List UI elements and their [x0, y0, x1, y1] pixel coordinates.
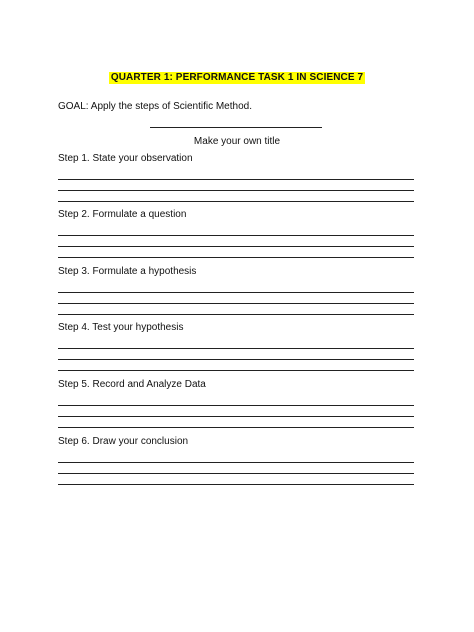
answer-line	[58, 427, 414, 428]
step-label: Step 5. Record and Analyze Data	[58, 379, 206, 390]
answer-line	[58, 462, 414, 463]
answer-line	[58, 405, 414, 406]
answer-line	[58, 359, 414, 360]
answer-line	[58, 473, 414, 474]
step-6	[58, 436, 418, 448]
answer-line	[58, 348, 414, 349]
answer-line	[58, 246, 414, 247]
title-container	[0, 67, 474, 85]
step-label: Step 6. Draw your conclusion	[58, 436, 189, 447]
answer-line	[58, 292, 414, 293]
step-label: Step 3. Formulate a hypothesis	[58, 266, 197, 277]
step-label: Step 2. Formulate a question	[58, 209, 187, 220]
step-5	[58, 379, 418, 391]
answer-line	[58, 201, 414, 202]
answer-line	[58, 314, 414, 315]
answer-line	[58, 303, 414, 304]
answer-line	[58, 416, 414, 417]
step-label: Step 1. State your observation	[58, 153, 193, 164]
title-blank-line	[150, 127, 322, 128]
step-1	[58, 153, 418, 165]
answer-line	[58, 190, 414, 191]
step-label: Step 4. Test your hypothesis	[58, 322, 184, 333]
answer-line	[58, 370, 414, 371]
step-4	[58, 322, 418, 334]
goal-text: GOAL: Apply the steps of Scientific Method.	[58, 101, 252, 112]
step-3	[58, 266, 418, 278]
worksheet-title: QUARTER 1: PERFORMANCE TASK 1 IN SCIENCE 7	[110, 72, 364, 83]
make-own-title-label: Make your own title	[193, 136, 281, 147]
answer-line	[58, 484, 414, 485]
answer-line	[58, 257, 414, 258]
step-2	[58, 209, 418, 221]
answer-line	[58, 179, 414, 180]
answer-line	[58, 235, 414, 236]
